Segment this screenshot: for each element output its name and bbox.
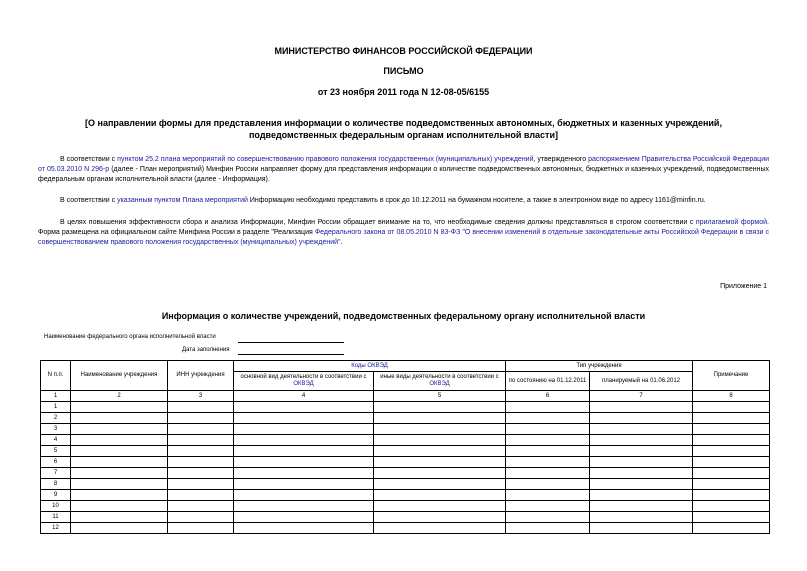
org-name-label: Наименование федерального органа исполнительной власти	[44, 334, 216, 340]
column-number-cell: 4	[234, 391, 374, 402]
column-number-cell: 2	[71, 391, 168, 402]
table-row	[41, 402, 770, 413]
table-row	[41, 446, 770, 457]
column-number-cell: 8	[693, 391, 770, 402]
table-cell[interactable]	[71, 479, 168, 490]
table-cell[interactable]	[693, 501, 770, 512]
table-cell[interactable]	[590, 435, 693, 446]
okved-other-link[interactable]: ОКВЭД	[429, 381, 450, 387]
fill-date-label: Дата заполнения	[182, 347, 230, 353]
table-cell[interactable]	[506, 413, 590, 424]
table-cell[interactable]	[71, 446, 168, 457]
table-cell[interactable]	[168, 435, 234, 446]
table-cell[interactable]	[590, 413, 693, 424]
row-number-cell: 12	[41, 523, 71, 534]
fill-date-line	[238, 354, 344, 355]
plan-point-link[interactable]: пунктом 25.2 плана мероприятий по совершенствованию правового положения государственных (муниципальных) учреждений	[117, 156, 534, 163]
table-cell[interactable]	[590, 512, 693, 523]
okved-main-link[interactable]: ОКВЭД	[293, 381, 314, 387]
table-cell[interactable]	[506, 479, 590, 490]
table-cell[interactable]	[71, 512, 168, 523]
table-cell[interactable]	[693, 468, 770, 479]
table-cell[interactable]	[234, 457, 374, 468]
row-number-cell: 6	[41, 457, 71, 468]
table-cell[interactable]	[168, 413, 234, 424]
col-header-name: Наименование учреждения	[71, 361, 168, 391]
table-cell[interactable]	[590, 457, 693, 468]
table-cell[interactable]	[506, 523, 590, 534]
row-number-cell: 10	[41, 501, 71, 512]
table-cell[interactable]	[71, 402, 168, 413]
table-row	[41, 501, 770, 512]
table-cell[interactable]	[168, 402, 234, 413]
table-cell[interactable]	[693, 479, 770, 490]
table-cell[interactable]	[374, 490, 506, 501]
subject-heading: [О направлении формы для представления информации о количестве подведомственных автономных, бюджетных и казенных учреждений, подведомственных федеральным органам исполнительной власти]	[85, 118, 722, 140]
org-name-line	[238, 342, 344, 343]
table-cell[interactable]	[693, 413, 770, 424]
column-number-cell: 1	[41, 391, 71, 402]
table-row	[41, 424, 770, 435]
ministry-heading: МИНИСТЕРСТВО ФИНАНСОВ РОССИЙСКОЙ ФЕДЕРАЦИИ	[274, 46, 533, 56]
table-row	[41, 435, 770, 446]
p2-text-a: В соответствии с	[60, 197, 118, 204]
table-cell[interactable]	[234, 424, 374, 435]
table-cell[interactable]	[590, 501, 693, 512]
table-cell[interactable]	[590, 446, 693, 457]
row-number-cell: 1	[41, 402, 71, 413]
table-cell[interactable]	[71, 523, 168, 534]
table-cell[interactable]	[374, 435, 506, 446]
col-header-okved	[234, 361, 506, 372]
table-cell[interactable]	[71, 501, 168, 512]
okved-link[interactable]: Коды ОКВЭД	[351, 362, 388, 369]
column-number-cell: 3	[168, 391, 234, 402]
table-cell[interactable]	[693, 435, 770, 446]
attached-form-link[interactable]: прилагаемой формой	[695, 219, 768, 226]
table-cell[interactable]	[234, 413, 374, 424]
table-cell[interactable]	[506, 424, 590, 435]
row-number-cell: 4	[41, 435, 71, 446]
subheader-state-date: по состоянию на 01.12.2011	[506, 372, 590, 391]
table-cell[interactable]	[71, 457, 168, 468]
table-cell[interactable]	[168, 523, 234, 534]
row-number-cell: 8	[41, 479, 71, 490]
table-cell[interactable]	[374, 413, 506, 424]
subheader-planned-date: планируемый на 01.06.2012	[590, 372, 693, 391]
row-number-cell: 9	[41, 490, 71, 501]
table-cell[interactable]	[506, 501, 590, 512]
federal-law-link[interactable]: Федерального закона от 08.05.2010 N 83-ФЗ "О внесении изменений в отдельные законодательные акты Российской Федерации в связи с совершенствованием правового положения государственных (муниципальных) учреждений"	[38, 229, 769, 246]
table-cell[interactable]	[168, 512, 234, 523]
table-cell[interactable]	[71, 424, 168, 435]
table-cell[interactable]	[374, 479, 506, 490]
table-cell[interactable]	[693, 523, 770, 534]
col-header-type: Тип учреждения	[506, 361, 693, 372]
table-row	[41, 457, 770, 468]
date-number-heading: от 23 ноября 2011 года N 12-08-05/6155	[317, 87, 490, 97]
table-cell[interactable]	[693, 512, 770, 523]
table-cell[interactable]	[234, 479, 374, 490]
table-cell[interactable]	[71, 413, 168, 424]
table-cell[interactable]	[234, 446, 374, 457]
p3-text-c: .	[340, 239, 343, 246]
column-number-cell: 6	[506, 391, 590, 402]
table-row	[41, 413, 770, 424]
table-cell[interactable]	[374, 402, 506, 413]
table-cell[interactable]	[168, 446, 234, 457]
table-cell[interactable]	[590, 424, 693, 435]
table-cell[interactable]	[234, 501, 374, 512]
col-header-inn: ИНН учреждения	[168, 361, 234, 391]
table-cell[interactable]	[590, 402, 693, 413]
table-cell[interactable]	[693, 446, 770, 457]
doc-type-heading: ПИСЬМО	[383, 66, 424, 76]
table-cell[interactable]	[506, 446, 590, 457]
table-cell[interactable]	[693, 457, 770, 468]
main-activity-text: основной вид деятельности в соответствии с	[240, 374, 367, 380]
table-cell[interactable]	[168, 468, 234, 479]
column-number-cell: 7	[590, 391, 693, 402]
table-row	[41, 490, 770, 501]
table-cell[interactable]	[693, 402, 770, 413]
table-cell[interactable]	[374, 446, 506, 457]
column-number-row	[41, 391, 770, 402]
table-cell[interactable]	[234, 523, 374, 534]
p1-text-a: В соответствии с	[60, 156, 118, 163]
table-cell[interactable]	[693, 490, 770, 501]
appendix-title: Информация о количестве учреждений, подведомственных федеральному органу исполнительной власти	[161, 311, 646, 321]
p1-text-b: , утвержденного	[533, 156, 589, 163]
table-cell[interactable]	[506, 457, 590, 468]
row-number-cell: 7	[41, 468, 71, 479]
table-cell[interactable]	[168, 479, 234, 490]
other-activity-text: иные виды деятельности в соответствии с	[380, 374, 499, 380]
table-cell[interactable]	[234, 468, 374, 479]
table-cell[interactable]	[374, 523, 506, 534]
column-number-cell: 5	[374, 391, 506, 402]
row-number-cell: 11	[41, 512, 71, 523]
government-order-link[interactable]: распоряжением Правительства Российской Федерации от 05.03.2010 N 296-р	[38, 156, 770, 173]
table-row	[41, 523, 770, 534]
subheader-other-activity	[374, 372, 506, 391]
table-cell[interactable]	[506, 402, 590, 413]
table-cell[interactable]	[590, 490, 693, 501]
table-cell[interactable]	[234, 402, 374, 413]
table-cell[interactable]	[506, 435, 590, 446]
table-cell[interactable]	[168, 501, 234, 512]
table-cell[interactable]	[168, 424, 234, 435]
institutions-table	[40, 360, 770, 534]
table-cell[interactable]	[693, 424, 770, 435]
paragraph-1	[38, 155, 769, 185]
plan-point-ref-link[interactable]: указанным пунктом Плана мероприятий	[117, 197, 248, 204]
p1-text-c: (далее - План мероприятий) Минфин России направляет форму для представления информации о количестве подведомственных автономных, бюджетных и казенных учреждений, подведомственных федеральным органам исполнительной власти (далее - Информация).	[38, 166, 769, 183]
table-cell[interactable]	[590, 523, 693, 534]
paragraph-2	[38, 196, 769, 206]
p3-text-a: В целях повышения эффективности сбора и анализа Информации, Минфин России обращает внимание на то, что необходимые сведения должны представляться в строгом соответствии с	[60, 219, 696, 226]
table-cell[interactable]	[506, 468, 590, 479]
table-cell[interactable]	[506, 490, 590, 501]
table-cell[interactable]	[374, 501, 506, 512]
row-number-cell: 5	[41, 446, 71, 457]
table-cell[interactable]	[374, 512, 506, 523]
table-cell[interactable]	[234, 512, 374, 523]
table-cell[interactable]	[374, 468, 506, 479]
row-number-cell: 3	[41, 424, 71, 435]
table-cell[interactable]	[71, 490, 168, 501]
row-number-cell: 2	[41, 413, 71, 424]
table-cell[interactable]	[71, 435, 168, 446]
p2-text-b: Информацию необходимо представить в срок до 10.12.2011 на бумажном носителе, а также в электронном виде по адресу 1161@minfin.ru.	[247, 197, 706, 204]
table-row	[41, 479, 770, 490]
table-cell[interactable]	[168, 490, 234, 501]
table-cell[interactable]	[374, 424, 506, 435]
p3-text-b: . Форма размещена на официальном сайте Минфина России в разделе "Реализация	[38, 219, 769, 236]
subheader-main-activity	[234, 372, 374, 391]
table-cell[interactable]	[234, 435, 374, 446]
table-cell[interactable]	[374, 457, 506, 468]
table-row	[41, 468, 770, 479]
table-cell[interactable]	[590, 479, 693, 490]
col-header-num: N п.п.	[41, 361, 71, 391]
table-cell[interactable]	[506, 512, 590, 523]
paragraph-3	[38, 218, 769, 248]
table-row	[41, 512, 770, 523]
appendix-label: Приложение 1	[720, 283, 767, 290]
table-cell[interactable]	[168, 457, 234, 468]
col-header-note: Примечание	[693, 361, 770, 391]
table-cell[interactable]	[590, 468, 693, 479]
table-cell[interactable]	[71, 468, 168, 479]
table-cell[interactable]	[234, 490, 374, 501]
